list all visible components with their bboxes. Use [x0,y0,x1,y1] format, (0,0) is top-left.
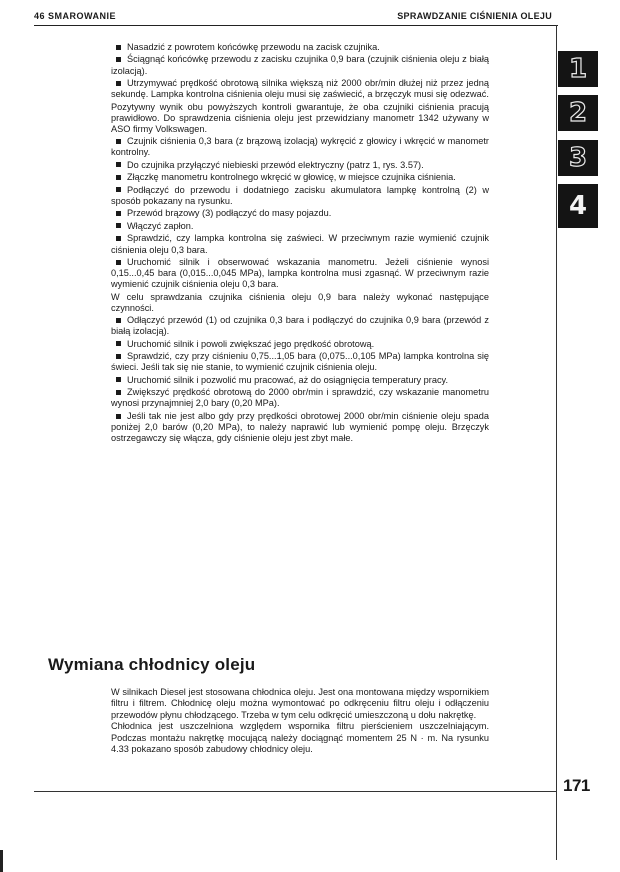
bullet-paragraph [111,411,489,444]
bullet-square-icon [116,175,121,180]
paragraph-text: Uruchomić silnik i pozwolić mu pracować, aż do osiągnięcia temperatury pracy. [127,374,449,385]
paragraph-text: Uruchomić silnik i powoli zwiększać jego prędkość obrotową. [127,338,375,349]
bullet-paragraph [111,185,489,207]
bullet-square-icon [116,139,121,144]
bullet-paragraph [111,172,489,183]
chapter-tab-3: 3 [558,140,598,176]
chapter-tab-2: 2 [558,95,598,131]
bullet-square-icon [116,390,121,395]
margin-rule [556,25,557,860]
bullet-square-icon [116,187,121,192]
paragraph-text: Pozytywny wynik obu powyższych kontroli gwarantuje, że oba czujniki ciśnienia pracują prawidłowo. Do sprawdzenia ciśnienia oleju jest przewidziany manometr 1342 używany w ASO firmy Volkswagen. [111,101,489,134]
running-header-left: 46 SMAROWANIE [34,11,117,21]
paragraph-text: Ściągnąć końcówkę przewodu z zacisku czujnika 0,9 bara (czujnik ciśnienia oleju z białą izolacją). [111,54,489,76]
bullet-square-icon [116,45,121,50]
paragraph-text: W celu sprawdzania czujnika ciśnienia oleju 0,9 bara należy wykonać następujące czynności. [111,291,489,313]
section-paragraph: W silnikach Diesel jest stosowana chłodnica oleju. Jest ona montowana między wspornikiem filtru i filtrem. Chłodnicę oleju można wymontować po odkręceniu filtru oleju i odłączeniu przewodów płynu chłodzącego. Trzeba w tym celu odkręcić umieszczoną u dołu nakrętkę. [111,687,489,720]
scan-edge-mark [0,850,3,872]
footer-rule [34,791,556,792]
section-heading: Wymiana chłodnicy oleju [48,655,256,674]
paragraph [111,292,489,314]
bullet-paragraph [111,339,489,350]
paragraph-text: Utrzymywać prędkość obrotową silnika większą niż 2000 obr/min dłużej niż przez jedną sekundę. Lampka kontrolna ciśnienia oleju musi się zaświecić, a brzęczyk musi się odezwać. [111,78,489,100]
paragraph [111,102,489,135]
chapter-tab-1: 1 [558,51,598,87]
paragraph-text: Sprawdzić, czy lampka kontrolna się zaświeci. W przeciwnym razie wymienić czujnik ciśnienia oleju 0,3 bara. [111,233,489,255]
paragraph-text: Podłączyć do przewodu i dodatniego zacisku akumulatora lampkę kontrolną (2) w sposób pokazany na rysunku. [111,184,489,206]
section-body [111,687,489,755]
bullet-paragraph [111,387,489,409]
paragraph-text: Czujnik ciśnienia 0,3 bara (z brązową izolacją) wykręcić z głowicy i wkręcić w manometr kontrolny. [111,136,489,158]
bullet-paragraph [111,375,489,386]
bullet-paragraph [111,257,489,290]
page-number: 171 [563,776,590,795]
section-paragraph: Chłodnica jest uszczelniona względem wspornika filtru pierścieniem uszczelniającym. Podczas montażu nakrętkę mocującą należy dociągnąć momentem 25 N · m. Na rysunku 4.33 pokazano sposób zabudowy chłodnicy oleju. [111,721,489,755]
bullet-paragraph [111,233,489,255]
bullet-paragraph [111,315,489,337]
paragraph-text: Do czujnika przyłączyć niebieski przewód elektryczny (patrz 1, rys. 3.57). [127,159,424,170]
bullet-square-icon [116,211,121,216]
bullet-paragraph [111,54,489,76]
bullet-square-icon [116,377,121,382]
bullet-square-icon [116,354,121,359]
paragraph-text: Przewód brązowy (3) podłączyć do masy pojazdu. [127,208,332,219]
paragraph-text: Sprawdzić, czy przy ciśnieniu 0,75...1,05 bara (0,075...0,105 MPa) lampka kontrolna się świeci. Jeśli tak się nie stanie, to wymienić czujnik ciśnienia oleju. [111,351,489,373]
bullet-square-icon [116,414,121,419]
running-header-right: SPRAWDZANIE CIŚNIENIA OLEJU [397,11,552,21]
bullet-paragraph [111,160,489,171]
chapter-tab-4: 4 [558,184,598,228]
bullet-paragraph [111,136,489,158]
paragraph-text: Nasadzić z powrotem końcówkę przewodu na zacisk czujnika. [127,42,380,52]
paragraph-text: Odłączyć przewód (1) od czujnika 0,3 bara i podłączyć do czujnika 0,9 bara (przewód z białą izolacją). [111,315,489,337]
paragraph-text: Zwiększyć prędkość obrotową do 2000 obr/min i sprawdzić, czy wskazanie manometru wynosi przynajmniej 2,0 bary (0,20 MPa). [111,387,489,409]
bullet-square-icon [116,223,121,228]
bullet-paragraph [111,221,489,232]
bullet-paragraph [111,42,489,53]
bullet-square-icon [116,81,121,86]
paragraph-text: Włączyć zapłon. [127,220,194,231]
main-text-column [111,42,489,446]
bullet-square-icon [116,162,121,167]
paragraph-text: Złączkę manometru kontrolnego wkręcić w głowicę, w miejsce czujnika ciśnienia. [127,172,456,183]
paragraph-text: Jeśli tak nie jest albo gdy przy prędkości obrotowej 2000 obr/min ciśnienie oleju spada poniżej 2,0 barów (0,20 MPa), to należy naprawić lub wymienić pompę oleju. Brzęczyk ostrzegawczy się włącza, gdy ciśnienie oleju jest zbyt małe. [111,410,489,444]
header-rule [34,25,558,26]
bullet-square-icon [116,260,121,265]
bullet-square-icon [116,318,121,323]
bullet-paragraph [111,351,489,373]
paragraph-text: Uruchomić silnik i obserwować wskazania manometru. Jeżeli ciśnienie wynosi 0,15...0,45 bara (0,015...0,045 MPa), lampka kontrolna musi zgasnąć. W przeciwnym razie wymienić czujnik ciśnienia oleju 0,3 bara. [111,256,489,290]
bullet-square-icon [116,236,121,241]
bullet-paragraph [111,208,489,219]
bullet-square-icon [116,57,121,62]
bullet-paragraph [111,78,489,100]
bullet-square-icon [116,341,121,346]
